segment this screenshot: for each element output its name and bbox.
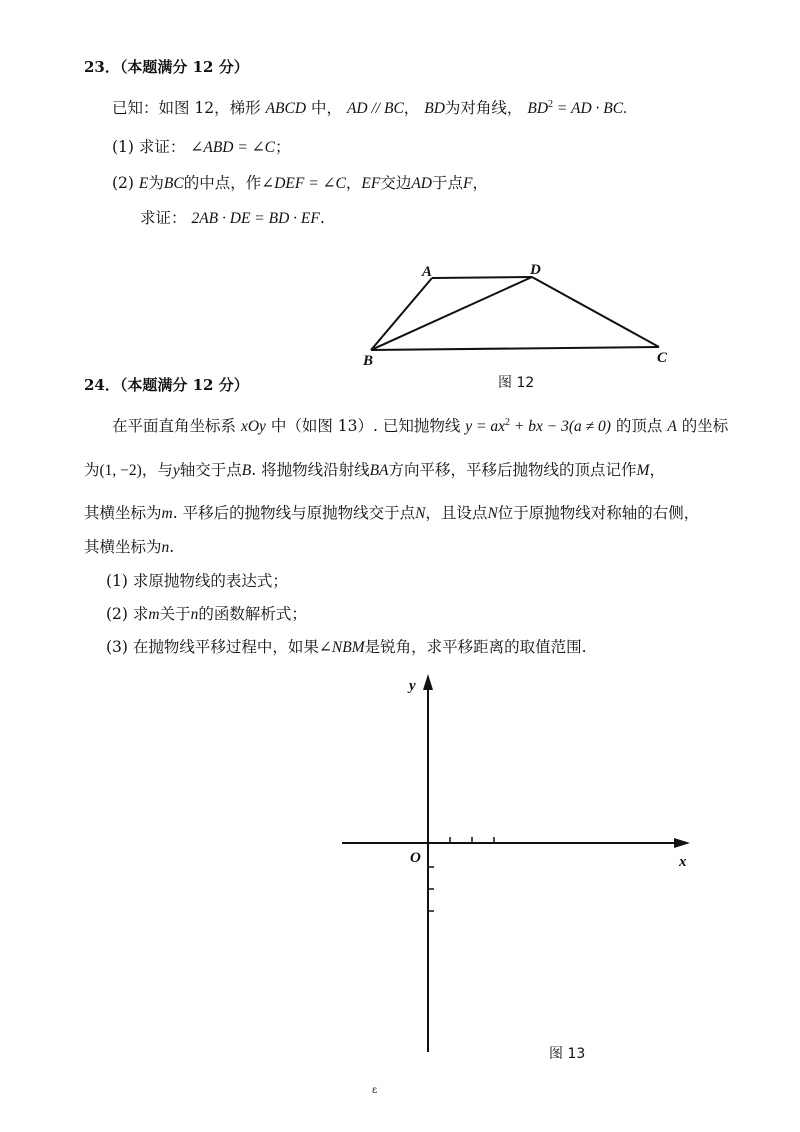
q24-part2-n: n: [190, 606, 199, 623]
vertex-label-b: B: [363, 353, 374, 369]
q24-para1: [112, 419, 728, 435]
q24-para3: [84, 506, 699, 522]
q23-side-ad: AD: [411, 175, 433, 192]
page-mark: ε: [372, 1085, 378, 1096]
q23-relation-right: = AD · BC: [553, 100, 624, 117]
q24-vertex-m: M: [636, 462, 650, 479]
q24-para2-t3: . 将抛物线沿射线: [251, 461, 370, 479]
q24-part2-num: (2): [106, 605, 128, 623]
q24-para4-lead: 其横坐标为: [84, 538, 162, 556]
q24-heading: 24．（本题满分 12 分）: [84, 376, 249, 394]
q23-given-mid: 中，: [311, 99, 343, 117]
q24-var-n: n: [161, 539, 170, 556]
q23-part2-angle: ∠DEF = ∠C: [261, 175, 346, 192]
vertex-label-c: C: [657, 350, 668, 366]
q23-diagonal-text: 为对角线，: [444, 99, 523, 117]
q23-part2-t5: 于点: [432, 174, 464, 192]
q24-part1: [106, 574, 288, 590]
q23-side-bc: BC: [163, 175, 184, 192]
q24-para2-t5: ，: [649, 461, 665, 479]
q24-parabola-eq: y = ax: [465, 418, 506, 435]
q23-part2-t2: 的中点，作: [183, 174, 262, 192]
y-axis-arrow: [423, 674, 433, 690]
q24-part1-text: 求原抛物线的表达式；: [132, 572, 288, 590]
q23-trapezoid-name: ABCD: [265, 100, 307, 117]
q23-given-lead: 已知：如图 12，梯形: [112, 99, 261, 117]
q24-part2-t2: 关于: [159, 605, 191, 623]
q24-para1-lead: 在平面直角坐标系: [112, 417, 237, 435]
q24-point-n: N: [415, 505, 426, 522]
trapezoid-side-bc: [371, 347, 659, 350]
q24-part3-angle: ∠NBM: [318, 639, 365, 656]
q24-para3-t3: 位于原抛物线对称轴的右侧，: [497, 504, 700, 522]
q23-prove-expr: 2AB · DE = BD · EF: [191, 210, 320, 227]
q24-y-axis-ref: y: [172, 462, 180, 479]
vertex-label-d: D: [530, 262, 541, 278]
q24-vertex-a: A: [667, 418, 677, 435]
figure-13-caption: 图 13: [549, 1046, 586, 1062]
q24-para3-t1: . 平移后的抛物线与原抛物线交于点: [172, 504, 416, 522]
q24-para4: [84, 540, 174, 556]
q24-para3-lead: 其横坐标为: [84, 504, 162, 522]
trapezoid-side-ad: [432, 277, 532, 278]
q23-part2-t6: ，: [472, 174, 489, 192]
q23-part2-num: (2): [112, 174, 134, 192]
x-axis-arrow: [674, 838, 690, 848]
q24-part2-m: m: [148, 606, 160, 623]
q24-part3-t2: 是锐角，求平移距离的取值范围.: [364, 638, 587, 656]
q24-eq-exponent: 2: [505, 417, 511, 428]
q23-diagonal: BD: [424, 100, 445, 117]
origin-label: O: [410, 850, 421, 866]
q23-point-e: E: [138, 175, 149, 192]
figure-12-caption: 图 12: [498, 375, 535, 391]
q24-para1-t2: 的顶点: [615, 417, 663, 435]
q24-part3-num: (3): [106, 638, 128, 656]
q24-part2-t3: 的函数解析式；: [198, 605, 307, 623]
q23-parallel-expr: AD // BC: [346, 100, 404, 117]
q24-para3-t2: ，且设点: [425, 504, 488, 522]
figure-12: [0, 0, 800, 400]
q24-parabola-eq-rest: + bx − 3: [510, 418, 569, 435]
q23-relation-left: BD: [527, 100, 549, 117]
q24-point-n-2: N: [487, 505, 498, 522]
x-axis-label: x: [679, 854, 687, 870]
q23-part1-end: ；: [275, 138, 291, 156]
trapezoid-side-dc: [532, 277, 659, 347]
q24-para2-lead: 为: [84, 461, 100, 479]
q24-ray-ba: BA: [369, 462, 389, 479]
q23-prove-end: .: [319, 209, 325, 227]
q24-para2-t4: 方向平移，平移后抛物线的顶点记作: [388, 461, 637, 479]
q24-vertex-coordinates: (1, −2): [99, 462, 142, 479]
q23-part2-t4: 交边: [380, 174, 412, 192]
q24-para1-t3: 的坐标: [681, 417, 729, 435]
q23-part1-lead: 求证：: [138, 138, 186, 156]
q23-heading: 23．（本题满分 12 分）: [84, 58, 249, 76]
q24-para1-t1: 中（如图 13）. 已知抛物线: [270, 417, 461, 435]
q24-para4-end: .: [169, 538, 175, 556]
q24-para2-t1: ，与: [141, 461, 173, 479]
q24-var-m: m: [161, 505, 173, 522]
diagonal-bd: [371, 277, 532, 350]
q24-para2-t2: 轴交于点: [179, 461, 242, 479]
q23-relation-exponent: 2: [548, 99, 554, 110]
q23-point-f: F: [463, 175, 473, 192]
q23-segment-ef: EF: [361, 175, 381, 192]
q23-part2-t1: 为: [148, 174, 164, 192]
trapezoid-side-ab: [371, 278, 432, 350]
vertex-label-a: A: [422, 264, 433, 280]
q24-part1-num: (1): [106, 572, 128, 590]
q24-coordinate-system: xOy: [240, 418, 266, 435]
q24-part3: [106, 640, 587, 656]
q24-part2-t1: 求: [132, 605, 149, 623]
y-axis-label: y: [409, 678, 416, 694]
q24-parabola-condition: (a ≠ 0): [568, 418, 611, 435]
q24-point-b: B: [241, 462, 252, 479]
figure-13: [0, 660, 800, 1080]
q23-part2-t3: ，: [345, 174, 362, 192]
q23-given-end: .: [623, 100, 627, 117]
q23-comma: ，: [403, 99, 420, 117]
q23-part1-expr: ∠ABD = ∠C: [190, 139, 276, 156]
q24-part3-t1: 在抛物线平移过程中，如果: [132, 638, 319, 656]
q23-prove-lead: 求证：: [140, 209, 187, 227]
q23-part1-num: (1): [112, 138, 134, 156]
q24-part2: [106, 607, 307, 623]
q24-para2: [84, 463, 665, 479]
